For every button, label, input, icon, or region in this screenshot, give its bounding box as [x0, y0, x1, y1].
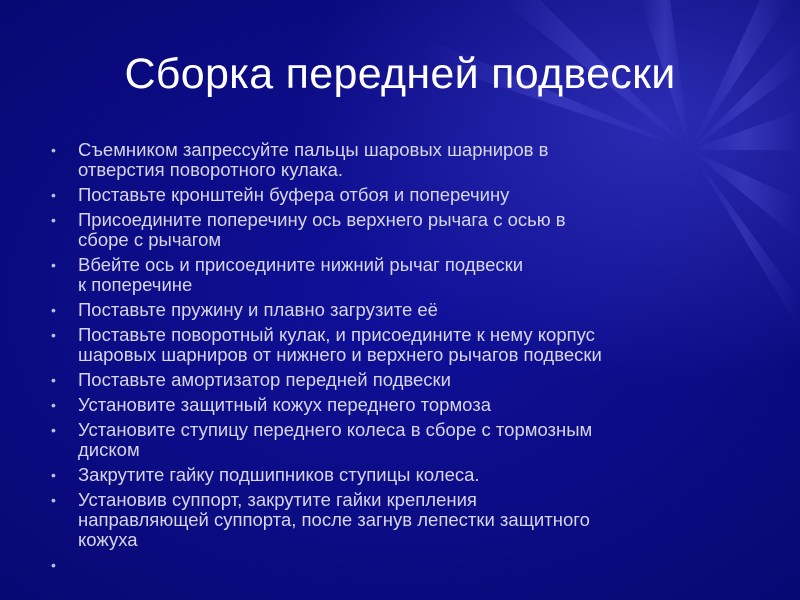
list-item-text: Установите ступицу переднего колеса в сборе с тормозным диском: [78, 419, 593, 460]
list-item: [48, 325, 748, 365]
list-item-text: Установив суппорт, закрутите гайки крепления направляющей суппорта, после загнув лепестки защитного кожуха: [78, 489, 590, 550]
list-item-text: Закрутите гайку подшипников ступицы колеса.: [78, 464, 480, 485]
list-item-text: Присоедините поперечину ось верхнего рычага с осью в сборе с рычагом: [78, 209, 566, 250]
list-item-text: Съемником запрессуйте пальцы шаровых шарниров в отверстия поворотного кулака.: [78, 139, 549, 180]
bullet-list: [48, 139, 748, 573]
bullet-icon: •: [51, 212, 56, 228]
list-item: [48, 465, 748, 485]
list-item-text: Поставьте пружину и плавно загрузите её: [78, 299, 438, 320]
bullet-icon: •: [51, 142, 56, 158]
list-item-text: Установите защитный кожух переднего тормоза: [78, 394, 492, 415]
bullet-icon: •: [51, 302, 56, 318]
list-item-text: Поставьте амортизатор передней подвески: [78, 369, 451, 390]
slide-title: Сборка передней подвески: [124, 50, 676, 98]
list-item-text: Поставьте кронштейн буфера отбоя и поперечину: [78, 184, 510, 205]
bullet-icon: •: [51, 422, 56, 438]
bullet-icon: •: [51, 557, 56, 573]
list-item: [48, 140, 748, 180]
bullet-icon: •: [51, 257, 56, 273]
bullet-icon: •: [51, 492, 56, 508]
list-item-text: Поставьте поворотный кулак, и присоедините к нему корпус шаровых шарниров от нижнего и верхнего рычагов подвески: [78, 324, 602, 365]
bullet-icon: •: [51, 467, 56, 483]
list-item: [48, 490, 748, 550]
list-item: [48, 255, 748, 295]
bullet-icon: •: [51, 187, 56, 203]
bullet-icon: •: [51, 327, 56, 343]
list-item: [48, 395, 748, 415]
list-item: [48, 370, 748, 390]
list-item: [48, 210, 748, 250]
bullet-icon: •: [51, 372, 56, 388]
list-item: [48, 185, 748, 205]
bullet-icon: •: [51, 397, 56, 413]
list-item: [48, 300, 748, 320]
list-item-text: Вбейте ось и присоедините нижний рычаг подвески к поперечине: [78, 254, 524, 295]
list-item: [48, 420, 748, 460]
